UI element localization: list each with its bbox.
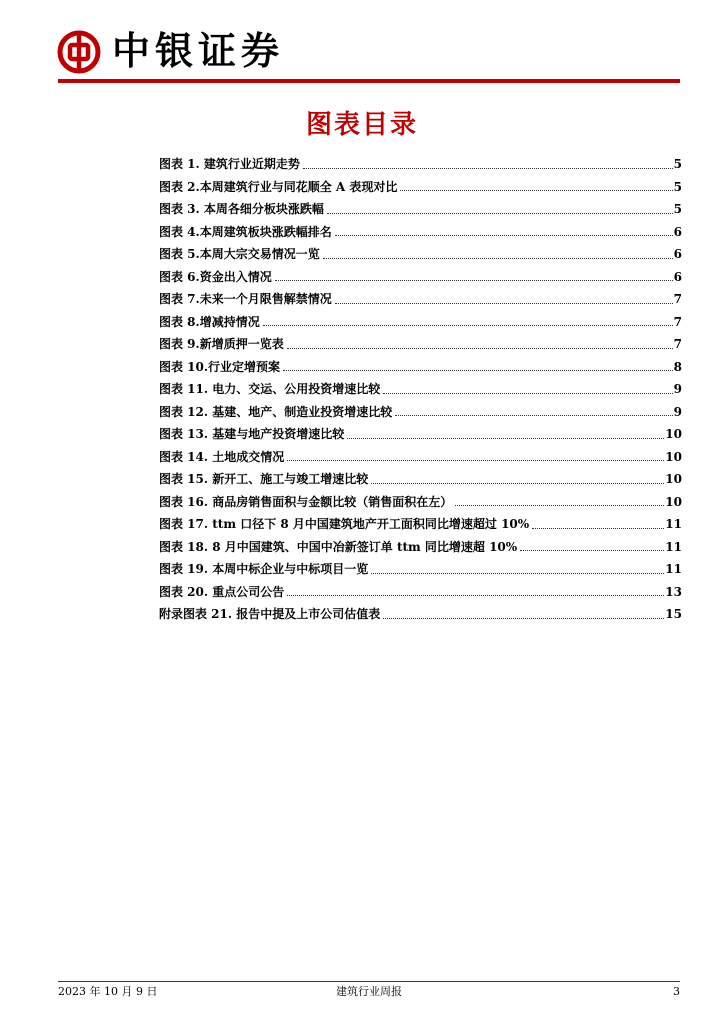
toc-entry-page[interactable]: 10 — [665, 472, 682, 487]
toc-entry-label[interactable]: 图表 2.本周建筑行业与同花顺全 A 表现对比 — [159, 179, 398, 194]
toc-entry-page[interactable]: 9 — [673, 382, 682, 397]
toc-entry-label[interactable]: 图表 13. 基建与地产投资增速比较 — [159, 427, 345, 442]
toc-dot-leader — [323, 258, 673, 259]
toc-dot-leader — [532, 528, 664, 529]
toc-entry[interactable] — [159, 581, 682, 604]
toc-dot-leader — [335, 303, 673, 304]
toc-entry-label[interactable]: 图表 16. 商品房销售面积与金额比较（销售面积在左） — [159, 494, 453, 509]
footer-date: 2023 年 10 月 9 日 — [58, 985, 158, 998]
toc-entry-page[interactable]: 11 — [665, 517, 682, 532]
toc-entry[interactable] — [159, 266, 682, 289]
toc-entry[interactable] — [159, 401, 682, 424]
toc-entry[interactable] — [159, 603, 682, 626]
header-divider — [58, 79, 680, 83]
toc-entry-page[interactable]: 7 — [673, 314, 682, 329]
toc-entry-page[interactable]: 7 — [673, 292, 682, 307]
toc-entry-page[interactable]: 7 — [673, 337, 682, 352]
toc-entry[interactable] — [159, 491, 682, 514]
toc-dot-leader — [371, 573, 664, 574]
toc-entry-page[interactable]: 10 — [665, 427, 682, 442]
toc-entry[interactable] — [159, 153, 682, 176]
toc-entry-page[interactable]: 6 — [673, 269, 682, 284]
toc-entry[interactable] — [159, 176, 682, 199]
toc-title: 图表目录 — [305, 110, 418, 140]
toc-dot-leader — [347, 438, 664, 439]
toc-entry[interactable] — [159, 423, 682, 446]
bank-of-china-logo-icon — [57, 30, 101, 74]
toc-entry-label[interactable]: 图表 17. ttm 口径下 8 月中国建筑地产开工面积同比增速超过 10% — [159, 517, 530, 532]
toc-entry-page[interactable]: 11 — [665, 539, 682, 554]
toc-dot-leader — [395, 415, 672, 416]
toc-dot-leader — [275, 280, 673, 281]
toc-entry[interactable] — [159, 311, 682, 334]
toc-entry[interactable] — [159, 558, 682, 581]
toc-entry-page[interactable]: 15 — [665, 607, 682, 622]
toc-entry-page[interactable]: 10 — [665, 449, 682, 464]
page-header — [0, 0, 724, 90]
toc-dot-leader — [520, 550, 664, 551]
toc-entry-page[interactable]: 5 — [673, 157, 682, 172]
toc-entry[interactable] — [159, 288, 682, 311]
toc-dot-leader — [327, 213, 673, 214]
toc-entry-page[interactable]: 10 — [665, 494, 682, 509]
footer-page-number: 3 — [673, 985, 680, 998]
footer-divider — [58, 981, 680, 982]
toc-list — [159, 153, 682, 626]
toc-entry-label[interactable]: 图表 7.未来一个月限售解禁情况 — [159, 292, 332, 307]
toc-entry[interactable] — [159, 198, 682, 221]
toc-dot-leader — [263, 325, 673, 326]
toc-entry[interactable] — [159, 513, 682, 536]
toc-entry[interactable] — [159, 333, 682, 356]
toc-entry-label[interactable]: 图表 10.行业定增预案 — [159, 359, 281, 374]
toc-dot-leader — [283, 370, 673, 371]
toc-dot-leader — [400, 190, 672, 191]
toc-entry[interactable] — [159, 468, 682, 491]
toc-entry[interactable] — [159, 536, 682, 559]
page-footer — [58, 984, 680, 1000]
brand-name: 中银证券 — [112, 29, 285, 73]
toc-dot-leader — [303, 168, 673, 169]
toc-entry-label[interactable]: 图表 3. 本周各细分板块涨跌幅 — [159, 202, 324, 217]
toc-entry-label[interactable]: 图表 18. 8 月中国建筑、中国中冶新签订单 ttm 同比增速超 10% — [159, 539, 518, 554]
toc-dot-leader — [455, 505, 664, 506]
toc-entry-label[interactable]: 图表 1. 建筑行业近期走势 — [159, 157, 300, 172]
toc-entry-label[interactable]: 图表 15. 新开工、施工与竣工增速比较 — [159, 472, 369, 487]
toc-entry-label[interactable]: 图表 5.本周大宗交易情况一览 — [159, 247, 320, 262]
toc-entry-label[interactable]: 图表 19. 本周中标企业与中标项目一览 — [159, 562, 369, 577]
toc-dot-leader — [335, 235, 673, 236]
toc-entry-label[interactable]: 图表 6.资金出入情况 — [159, 269, 272, 284]
toc-entry-page[interactable]: 13 — [665, 584, 682, 599]
toc-entry-label[interactable]: 图表 20. 重点公司公告 — [159, 584, 285, 599]
toc-entry-label[interactable]: 图表 14. 土地成交情况 — [159, 449, 285, 464]
footer-report-name: 建筑行业周报 — [336, 985, 402, 998]
toc-entry-label[interactable]: 图表 9.新增质押一览表 — [159, 337, 284, 352]
toc-entry-page[interactable]: 8 — [673, 359, 682, 374]
toc-entry-page[interactable]: 5 — [673, 179, 682, 194]
toc-dot-leader — [287, 460, 664, 461]
toc-entry[interactable] — [159, 221, 682, 244]
toc-dot-leader — [287, 348, 673, 349]
toc-dot-leader — [383, 618, 664, 619]
toc-entry-page[interactable]: 5 — [673, 202, 682, 217]
toc-entry-label[interactable]: 附录图表 21. 报告中提及上市公司估值表 — [159, 607, 381, 622]
toc-entry-page[interactable]: 6 — [673, 247, 682, 262]
toc-dot-leader — [287, 595, 664, 596]
toc-entry[interactable] — [159, 446, 682, 469]
toc-entry-page[interactable]: 11 — [665, 562, 682, 577]
toc-entry-label[interactable]: 图表 11. 电力、交运、公用投资增速比较 — [159, 382, 381, 397]
toc-entry-page[interactable]: 6 — [673, 224, 682, 239]
toc-entry-page[interactable]: 9 — [673, 404, 682, 419]
toc-entry-label[interactable]: 图表 4.本周建筑板块涨跌幅排名 — [159, 224, 332, 239]
toc-entry[interactable] — [159, 243, 682, 266]
toc-entry-label[interactable]: 图表 12. 基建、地产、制造业投资增速比较 — [159, 404, 393, 419]
toc-entry-label[interactable]: 图表 8.增减持情况 — [159, 314, 260, 329]
toc-dot-leader — [371, 483, 664, 484]
toc-entry[interactable] — [159, 356, 682, 379]
toc-dot-leader — [383, 393, 672, 394]
toc-entry[interactable] — [159, 378, 682, 401]
